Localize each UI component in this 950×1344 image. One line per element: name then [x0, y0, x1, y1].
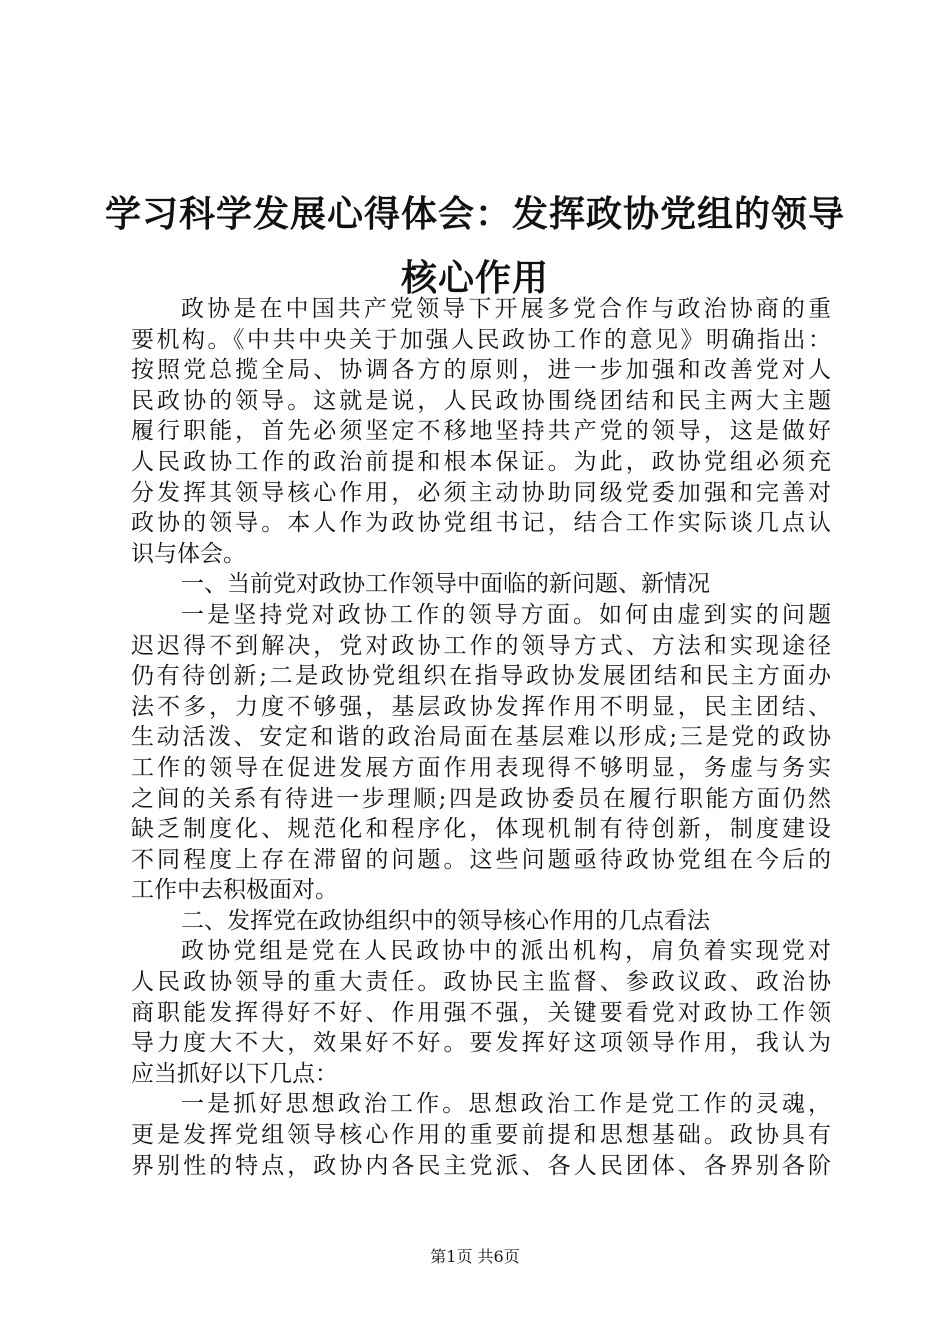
body-line-2: 要机构。《中共中央关于加强人民政协工作的意见》明确指出：: [131, 326, 831, 353]
body-line-20: 工作中去积极面对。: [131, 877, 338, 904]
body-line-15: 生动活泼、安定和谐的政治局面在基层难以形成;三是党的政协: [131, 724, 831, 751]
body-line-14: 法不多，力度不够强，基层政协发挥作用不明显，民主团结、: [131, 693, 831, 720]
body-line-18: 缺乏制度化、规范化和程序化，体现机制有待创新，制度建设: [131, 816, 831, 843]
body-line-28: 更是发挥党组领导核心作用的重要前提和思想基础。政协具有: [131, 1122, 831, 1149]
body-line-16: 工作的领导在促进发展方面作用表现得不够明显，务虚与务实: [131, 754, 831, 781]
body-line-4: 民政协的领导。这就是说，人民政协围绕团结和民主两大主题: [131, 387, 831, 414]
body-line-27: 一是抓好思想政治工作。思想政治工作是党工作的灵魂，: [181, 1091, 831, 1118]
section-heading-1: 一、当前党对政协工作领导中面临的新问题、新情况: [181, 571, 710, 598]
body-line-22: 政协党组是党在人民政协中的派出机构，肩负着实现党对: [181, 938, 831, 965]
body-line-23: 人民政协领导的重大责任。政协民主监督、参政议政、政治协: [131, 969, 831, 996]
document-body: [131, 294, 831, 1181]
body-line-6: 人民政协工作的政治前提和根本保证。为此，政协党组必须充: [131, 448, 831, 475]
body-line-13: 仍有待创新;二是政协党组织在指导政协发展团结和民主方面办: [131, 663, 831, 690]
section-heading-2: 二、发挥党在政协组织中的领导核心作用的几点看法: [181, 907, 710, 934]
page-number-footer: 第1页 共6页: [430, 1247, 520, 1266]
body-line-25: 导力度大不大，效果好不好。要发挥好这项领导作用，我认为: [131, 1030, 831, 1057]
body-line-9: 识与体会。: [131, 540, 246, 567]
body-line-26: 应当抓好以下几点：: [131, 1060, 338, 1087]
body-line-29: 界别性的特点，政协内各民主党派、各人民团体、各界别各阶: [131, 1152, 831, 1179]
body-line-11: 一是坚持党对政协工作的领导方面。如何由虚到实的问题: [181, 601, 831, 628]
body-line-24: 商职能发挥得好不好、作用强不强，关键要看党对政协工作领: [131, 999, 831, 1026]
body-line-8: 政协的领导。本人作为政协党组书记，结合工作实际谈几点认: [131, 510, 831, 537]
body-line-3: 按照党总揽全局、协调各方的原则，进一步加强和改善党对人: [131, 357, 831, 384]
body-line-5: 履行职能，首先必须坚定不移地坚持共产党的领导，这是做好: [131, 418, 831, 445]
document-title-line-1: 学习科学发展心得体会：发挥政协党组的领导: [104, 194, 845, 235]
body-line-7: 分发挥其领导核心作用，必须主动协助同级党委加强和完善对: [131, 479, 831, 506]
body-line-19: 不同程度上存在滞留的问题。这些问题亟待政协党组在今后的: [131, 846, 831, 873]
body-line-1: 政协是在中国共产党领导下开展多党合作与政治协商的重: [181, 296, 831, 322]
document-title-line-2: 核心作用: [400, 258, 549, 299]
body-line-17: 之间的关系有待进一步理顺;四是政协委员在履行职能方面仍然: [131, 785, 831, 812]
body-line-12: 迟迟得不到解决，党对政协工作的领导方式、方法和实现途径: [131, 632, 831, 659]
